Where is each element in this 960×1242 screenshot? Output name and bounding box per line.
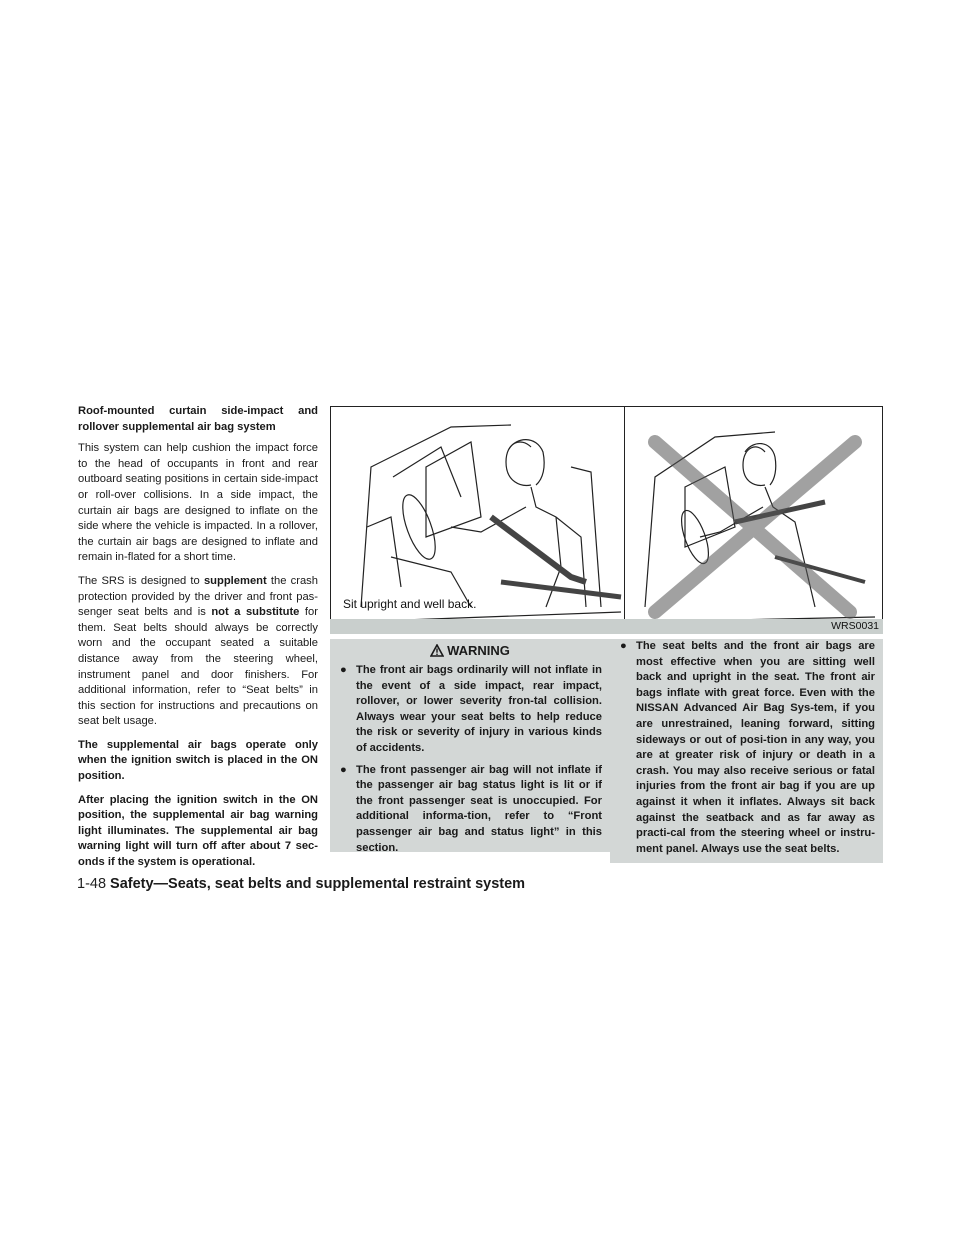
warning-bullet — [620, 639, 875, 857]
paragraph-warning-light: After placing the ignition switch in the ON position, the supplemental air bag warning light illuminates. The supplemental air bag warning light will turn off after about 7 sec-onds if the system is operational. — [78, 793, 318, 869]
text-run: The SRS is designed to — [78, 574, 204, 587]
bold-not-a-substitute: not a substitute — [211, 606, 300, 619]
section-title: Safety—Seats, seat belts and supplemental restraint system — [110, 876, 526, 892]
bold-supplement: supplement — [203, 574, 267, 587]
paragraph-ignition-on: The supplemental air bags operate only when the ignition switch is placed in the ON position. — [78, 738, 318, 783]
paragraph-srs-supplement — [78, 574, 318, 730]
text-run: the crash protection provided by the driver and front pas-senger seat belts and is — [78, 574, 318, 619]
figure-code: WRS0031 — [831, 620, 879, 632]
incorrect-posture-illustration — [625, 407, 881, 633]
seating-illustration — [330, 406, 883, 634]
warning-bullet — [340, 663, 602, 757]
warning-triangle-icon — [430, 644, 444, 657]
text-run: for them. Seat belts should always be correctly worn and the occupant seated a suitable distance away from the steering wheel, instrument panel and door finishers. For additional information, refer to “Seat belts” in this section for instructions and precautions on seat belt usage. — [78, 606, 318, 728]
page-number: 1-48 — [77, 876, 107, 892]
warning-bullet-text: The front passenger air bag will not inflate if the passenger air bag status light is lit or if the front passenger seat is unoccupied. For additional informa-tion, refer to “Front passenger air bag and status light” in this section. — [356, 763, 602, 854]
section-heading: Roof-mounted curtain side-impact and rollover supplemental air bag system — [78, 405, 318, 433]
warning-bullet — [340, 763, 602, 857]
left-column — [78, 404, 318, 879]
figure-caption: Sit upright and well back. — [343, 597, 477, 611]
bullet-icon: ● — [340, 664, 347, 676]
warning-box-continued — [610, 639, 883, 863]
warning-bullet-text: The seat belts and the front air bags are most effective when you are sitting well back and upright in the seat. The front air bags inflate with great force. Even with the NISSAN Advanced Air Bag Sys-tem, if you are unrestrained, leaning forward, sitting sideways or out of posi-tion in any way, you are at greater risk of injury or death in a crash. You may also receive serious or fatal injuries from the front air bag if you are up against it when it inflates. Always sit back against the seatback and as far away as practi-cal from the steering wheel or instru-ment panel. Always use the seat belts. — [636, 640, 875, 855]
bullet-icon: ● — [340, 763, 347, 776]
figure-code-bar — [330, 619, 883, 634]
paragraph-curtain-airbag: This system can help cushion the impact force to the head of occupants in front and rear outboard seating positions in certain side-impact or roll-over collisions. In a side impact, the curtain air bags are designed to inflate on the side where the vehicle is impacted. In a rollover, the curtain air bags are designed to inflate and remain in-flated for a short time. — [78, 442, 318, 564]
warning-box — [330, 639, 610, 852]
bullet-icon: ● — [620, 640, 627, 652]
warning-bullet-text: The front air bags ordinarily will not inflate in the event of a side impact, rear impact, rollover, or lower severity fron-tal collision. Always wear your seat belts to help reduce the risk or severity of injury in various kinds of accidents. — [356, 664, 602, 754]
warning-title — [330, 639, 610, 663]
page-footer — [77, 876, 525, 892]
warning-title-text: WARNING — [447, 643, 510, 658]
